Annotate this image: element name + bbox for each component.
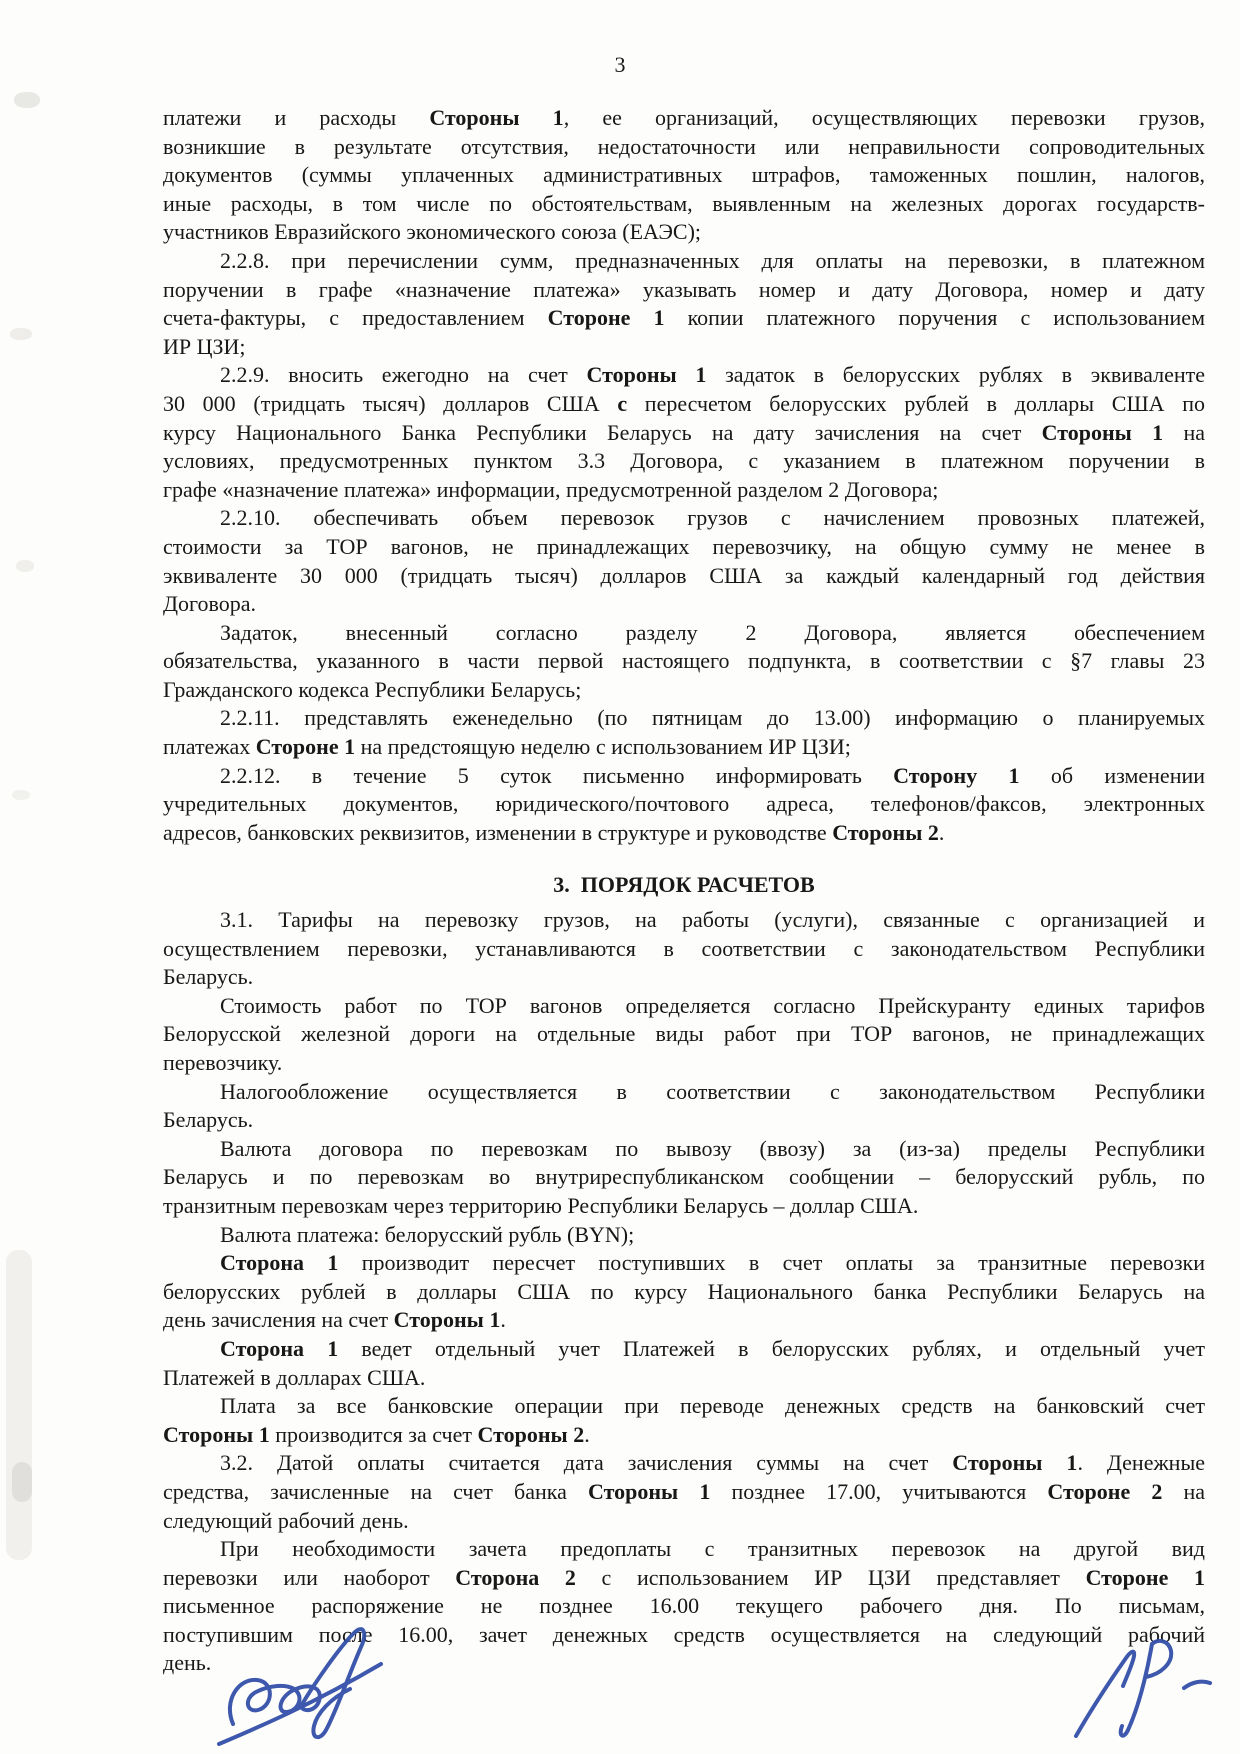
text-line — [163, 1135, 1205, 1164]
text-line — [163, 733, 1205, 762]
text-line — [163, 533, 1205, 562]
text-run: на предстоящую неделю с использованием ИР ЦЗИ; — [355, 734, 851, 760]
paragraph — [163, 1221, 1205, 1250]
text-run: курсу Национального Банка Республики Беларусь на дату зачисления на счет — [163, 419, 1042, 445]
text-run: учредительных документов, юридического/почтового адреса, телефонов/факсов, электронных — [163, 791, 1205, 817]
paragraph — [163, 619, 1205, 705]
text-line — [163, 1392, 1205, 1421]
text-run: обязательства, указанного в части первой настоящего подпункта, в соответствии с §7 главы 23 — [163, 648, 1205, 674]
text-run: поступившим после 16.00, зачет денежных средств осуществляется на следующий рабочий — [163, 1621, 1205, 1647]
text-run: платежи и расходы — [163, 105, 430, 130]
text-run: платежах — [163, 734, 256, 760]
text-line — [163, 1478, 1205, 1507]
text-run: 2.2.9. вносить ежегодно на счет — [220, 362, 587, 388]
paragraph — [163, 1335, 1205, 1392]
bold-text-run: Стороны 1 — [393, 1307, 501, 1333]
text-run: 2.2.11. представлять еженедельно (по пятницам до 13.00) информацию о планируемых — [220, 705, 1205, 731]
paragraph — [163, 1392, 1205, 1449]
page-number: 3 — [614, 52, 626, 77]
text-line — [163, 1507, 1205, 1536]
text-run: Беларусь и по перевозкам во внутриреспубликанском сообщении – белорусский рубль, по — [163, 1164, 1205, 1190]
text-run: белорусских рублей в доллары США по курсу Национального банка Республики Беларусь на — [163, 1278, 1205, 1304]
text-run: Беларусь. — [163, 964, 254, 990]
text-run: поручении в графе «назначение платежа» указывать номер и дату Договора, номер и дату — [163, 276, 1205, 302]
document-body — [163, 104, 1205, 1678]
paragraph — [163, 1135, 1205, 1221]
bold-text-run: Сторона 2 — [455, 1564, 576, 1590]
text-line — [163, 390, 1205, 419]
text-run: об изменении — [1019, 762, 1206, 788]
bold-text-run: Стороны 1 — [1041, 419, 1164, 445]
text-run: Стоимость работ по ТОР вагонов определяется согласно Прейскуранту единых тарифов — [220, 992, 1205, 1018]
text-line — [163, 1592, 1205, 1621]
paragraph — [163, 992, 1205, 1078]
text-line — [163, 790, 1205, 819]
text-line — [163, 1564, 1205, 1593]
text-run: При необходимости зачета предоплаты с транзитных перевозок на другой вид — [220, 1536, 1205, 1562]
scan-artifact — [10, 328, 32, 340]
text-run: 3.1. Тарифы на перевозку грузов, на работы (услуги), связанные с организацией и — [220, 907, 1205, 933]
text-run: 2.2.12. в течение 5 суток письменно информировать — [220, 762, 894, 788]
text-run: Гражданского кодекса Республики Беларусь; — [163, 676, 582, 702]
paragraph — [163, 504, 1205, 618]
text-run: . — [500, 1307, 506, 1333]
text-line — [163, 906, 1205, 935]
paragraph — [163, 361, 1205, 504]
text-line — [163, 361, 1205, 390]
bold-text-run: Стороны 2 — [477, 1421, 585, 1447]
text-run: средства, зачисленные на счет банка — [163, 1478, 588, 1504]
bold-text-run: Сторона 1 — [220, 1250, 339, 1276]
text-run: графе «назначение платежа» информации, предусмотренной разделом 2 Договора; — [163, 476, 939, 502]
bold-text-run: Стороне 1 — [255, 734, 356, 760]
text-line — [163, 1049, 1205, 1078]
text-run: стоимости за ТОР вагонов, не принадлежащих перевозчику, на общую сумму не менее в — [163, 533, 1205, 559]
paragraph — [163, 762, 1205, 848]
bold-text-run: Стороны 2 — [832, 819, 939, 845]
text-line — [163, 762, 1205, 791]
text-run: с использованием ИР ЦЗИ представляет — [575, 1564, 1086, 1590]
text-line — [163, 504, 1205, 533]
text-run: документов (суммы уплаченных административных штрафов, таможенных пошлин, налогов, — [163, 162, 1205, 188]
text-run: 30 000 (тридцать тысяч) долларов США — [163, 390, 618, 416]
text-run: . — [938, 819, 945, 845]
paragraph — [163, 104, 1205, 247]
bold-text-run: Стороны 1 — [163, 1421, 270, 1447]
text-line — [163, 704, 1205, 733]
text-run: 3.2. Датой оплаты считается дата зачисления суммы на счет — [220, 1450, 953, 1476]
text-line — [163, 819, 1205, 848]
text-run: возникшие в результате отсутствия, недостаточности или неправильности сопроводительных — [163, 133, 1205, 159]
text-line — [163, 1278, 1205, 1307]
text-run: ИР ЦЗИ; — [163, 333, 246, 359]
text-run: Платежей в долларах США. — [163, 1364, 426, 1390]
signature-right — [1066, 1636, 1218, 1752]
text-run: перевозчику. — [163, 1050, 283, 1075]
paragraph — [163, 1078, 1205, 1135]
scan-artifact — [14, 92, 40, 108]
text-run: Беларусь. — [163, 1107, 254, 1133]
text-line — [163, 218, 1205, 247]
signature-left — [213, 1626, 408, 1752]
text-run: производится за счет — [269, 1421, 478, 1447]
scan-artifact — [12, 1462, 32, 1502]
text-line — [163, 935, 1205, 964]
scan-artifact — [16, 560, 34, 572]
text-run: день. — [163, 1650, 212, 1676]
text-line — [163, 1306, 1205, 1335]
text-line — [163, 1163, 1205, 1192]
text-run: на — [1163, 419, 1205, 445]
bold-text-run: Стороне 1 — [547, 305, 665, 331]
text-line — [163, 963, 1205, 992]
text-run: Задаток, внесенный согласно разделу 2 Договора, является обеспечением — [220, 619, 1205, 645]
bold-text-run: Стороне 1 — [1085, 1564, 1205, 1590]
text-line — [163, 304, 1205, 333]
text-run: Валюта договора по перевозкам по вывозу (ввозу) за (из-за) пределы Республики — [220, 1135, 1205, 1161]
text-run: 2.2.8. при перечислении сумм, предназначенных для оплаты на перевозки, в платежном — [220, 247, 1205, 273]
text-run: адресов, банковских реквизитов, изменении в структуре и руководстве — [163, 819, 833, 845]
bold-text-run: Стороны 1 — [586, 362, 707, 388]
text-line — [163, 1192, 1205, 1221]
text-run: задаток в белорусских рублях в эквиваленте — [706, 362, 1206, 388]
text-line — [163, 1449, 1205, 1478]
paragraph — [163, 1449, 1205, 1535]
bold-text-run: 3. ПОРЯДОК РАСЧЕТОВ — [553, 872, 815, 898]
text-run: Договора. — [163, 591, 256, 617]
text-run: на — [1162, 1478, 1206, 1504]
text-line — [163, 1364, 1205, 1393]
text-run: производит пересчет поступивших в счет оплаты за транзитные перевозки — [338, 1250, 1206, 1276]
section-heading — [163, 871, 1205, 900]
paragraph — [163, 704, 1205, 761]
text-line — [163, 333, 1205, 362]
scan-artifact — [6, 1250, 32, 1560]
text-line — [163, 1078, 1205, 1107]
text-run: Белорусской железной дороги на отдельные виды работ при ТОР вагонов, не принадлежащих — [163, 1021, 1205, 1047]
bold-text-run: Сторона 1 — [220, 1335, 339, 1361]
text-line — [163, 447, 1205, 476]
text-run: Налогообложение осуществляется в соответствии с законодательством Республики — [220, 1078, 1205, 1104]
text-line — [163, 276, 1205, 305]
text-run: пересчетом белорусских рублей в доллары США по — [627, 390, 1205, 416]
text-line — [163, 1421, 1205, 1450]
paragraph — [163, 1249, 1205, 1335]
text-run: ведет отдельный учет Платежей в белорусских рублях, и отдельный учет — [338, 1335, 1205, 1361]
text-run: осуществлением перевозки, устанавливаются в соответствии с законодательством Республики — [163, 935, 1205, 961]
text-line — [163, 1020, 1205, 1049]
text-line — [163, 1106, 1205, 1135]
text-run: перевозки или наоборот — [163, 1564, 456, 1590]
text-run: день зачисления на счет — [163, 1307, 394, 1333]
text-run: эквиваленте 30 000 (тридцать тысяч) долларов США за каждый календарный год действия — [163, 562, 1205, 588]
text-line — [163, 133, 1205, 162]
text-line — [163, 1335, 1205, 1364]
bold-text-run: Стороны 1 — [429, 105, 564, 130]
text-line — [163, 247, 1205, 276]
text-line — [163, 992, 1205, 1021]
text-run: 2.2.10. обеспечивать объем перевозок грузов с начислением провозных платежей, — [220, 505, 1205, 531]
text-line — [163, 590, 1205, 619]
text-run: позднее 17.00, учитываются — [710, 1478, 1048, 1504]
text-line — [163, 419, 1205, 448]
text-line — [163, 104, 1205, 133]
text-run: , ее организаций, осуществляющих перевозки грузов, — [563, 105, 1206, 130]
text-line — [163, 1221, 1205, 1250]
text-run: копии платежного поручения с использованием — [664, 305, 1205, 331]
text-line — [163, 1535, 1205, 1564]
text-run: условиях, предусмотренных пунктом 3.3 Договора, с указанием в платежном поручении в — [163, 448, 1205, 474]
text-line — [163, 647, 1205, 676]
text-line — [163, 190, 1205, 219]
text-line — [163, 562, 1205, 591]
bold-text-run: Стороны 1 — [952, 1450, 1078, 1476]
bold-text-run: Сторону 1 — [893, 762, 1020, 788]
text-run: письменное распоряжение не позднее 16.00 текущего рабочего дня. По письмам, — [163, 1593, 1205, 1619]
bold-text-run: Стороне 2 — [1047, 1478, 1163, 1504]
text-run: иные расходы, в том числе по обстоятельствам, выявленным на железных дорогах государств- — [163, 190, 1205, 216]
text-run: участников Евразийского экономического союза (ЕАЭС); — [163, 219, 702, 245]
text-line — [163, 476, 1205, 505]
bold-text-run: Стороны 1 — [587, 1478, 711, 1504]
text-line — [163, 1249, 1205, 1278]
text-run: . — [584, 1421, 590, 1447]
paragraph — [163, 247, 1205, 361]
text-run: транзитным перевозкам через территорию Республики Беларусь – доллар США. — [163, 1192, 919, 1218]
scan-artifact — [12, 790, 30, 800]
text-line — [163, 619, 1205, 648]
paragraph — [163, 906, 1205, 992]
text-run: . Денежные — [1077, 1450, 1205, 1476]
text-line — [163, 871, 1205, 900]
text-run: счета-фактуры, с предоставлением — [163, 305, 548, 331]
bold-text-run: с — [617, 390, 628, 416]
text-run: Плата за все банковские операции при переводе денежных средств на банковский счет — [220, 1393, 1205, 1419]
text-run: Валюта платежа: белорусский рубль (BYN); — [220, 1221, 635, 1247]
text-run: следующий рабочий день. — [163, 1507, 409, 1533]
text-line — [163, 161, 1205, 190]
text-line — [163, 676, 1205, 705]
